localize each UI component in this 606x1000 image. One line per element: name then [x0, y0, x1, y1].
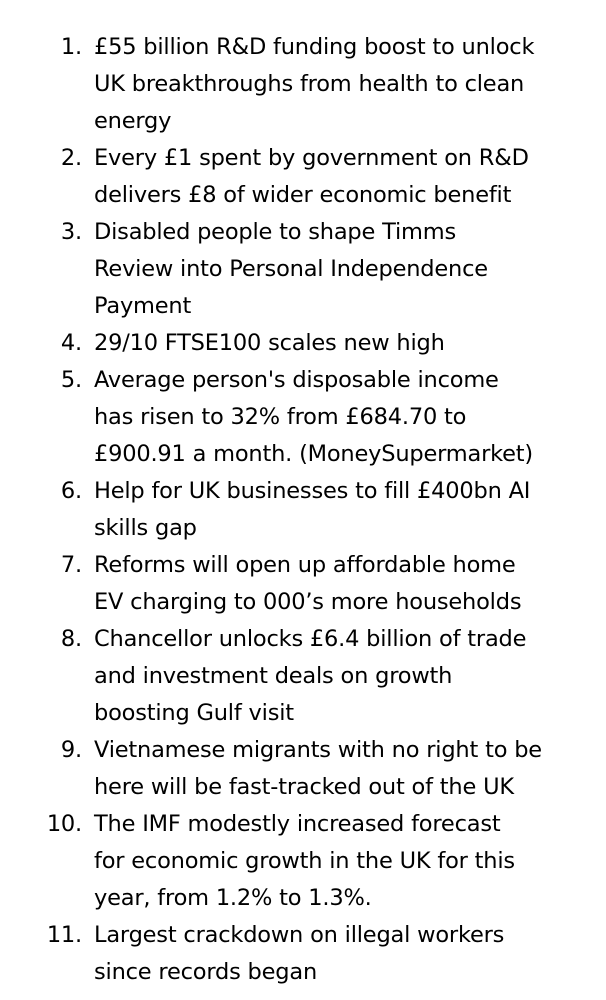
item-line: Chancellor unlocks £6.4 billion of trade: [94, 626, 527, 652]
item-line: delivers £8 of wider economic benefit: [94, 182, 512, 208]
item-number: 7.: [60, 552, 82, 578]
item-number: 2.: [60, 145, 82, 171]
item-line: £55 billion R&D funding boost to unlock: [94, 34, 535, 60]
news-list: [0, 29, 606, 991]
item-number: 9.: [60, 737, 82, 763]
item-line: energy: [94, 108, 172, 134]
list-item: [0, 473, 606, 547]
item-number: 11.: [46, 922, 82, 948]
item-line: for economic growth in the UK for this: [94, 848, 515, 874]
item-line: here will be fast-tracked out of the UK: [94, 774, 514, 800]
list-item: [0, 140, 606, 214]
item-line: Review into Personal Independence: [94, 256, 488, 282]
item-line: Every £1 spent by government on R&D: [94, 145, 529, 171]
item-number: 10.: [46, 811, 82, 837]
list-item: [0, 362, 606, 473]
item-number: 6.: [60, 478, 82, 504]
item-line: has risen to 32% from £684.70 to: [94, 404, 467, 430]
item-line: Vietnamese migrants with no right to be: [94, 737, 542, 763]
item-line: Reforms will open up affordable home: [94, 552, 516, 578]
item-line: Largest crackdown on illegal workers: [94, 922, 505, 948]
list-item: [0, 547, 606, 621]
item-line: EV charging to 000’s more households: [94, 589, 522, 615]
list-item: [0, 214, 606, 325]
list-item: [0, 732, 606, 806]
item-number: 8.: [60, 626, 82, 652]
item-number: 5.: [60, 367, 82, 393]
item-line: year, from 1.2% to 1.3%.: [94, 885, 372, 911]
item-number: 4.: [60, 330, 82, 356]
item-line: Payment: [94, 293, 192, 319]
item-line: Disabled people to shape Timms: [94, 219, 456, 245]
item-line: £900.91 a month. (MoneySupermarket): [94, 441, 533, 467]
item-number: 1.: [60, 34, 82, 60]
item-line: skills gap: [94, 515, 197, 541]
item-line: Average person's disposable income: [94, 367, 499, 393]
list-item: [0, 806, 606, 917]
item-line: and investment deals on growth: [94, 663, 453, 689]
item-number: 3.: [60, 219, 82, 245]
list-item: [0, 29, 606, 140]
item-line: 29/10 FTSE100 scales new high: [94, 330, 445, 356]
list-item: [0, 325, 606, 362]
list-item: [0, 621, 606, 732]
item-line: Help for UK businesses to fill £400bn AI: [94, 478, 531, 504]
list-item: [0, 917, 606, 991]
item-line: boosting Gulf visit: [94, 700, 294, 726]
item-line: The IMF modestly increased forecast: [94, 811, 501, 837]
item-line: since records began: [94, 959, 318, 985]
item-line: UK breakthroughs from health to clean: [94, 71, 525, 97]
